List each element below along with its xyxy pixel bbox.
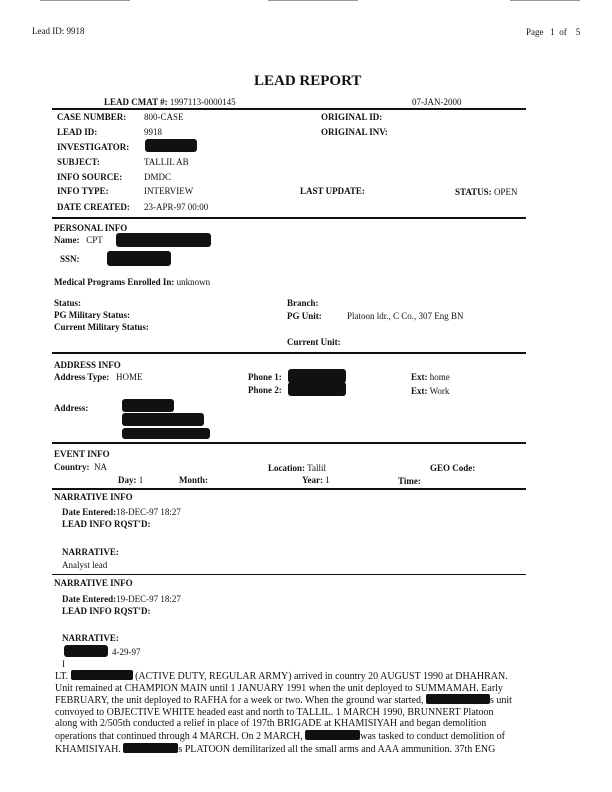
pg-military-status-label: PG Military Status: (54, 310, 130, 320)
divider (52, 442, 526, 444)
date-entered-row (62, 594, 181, 604)
date-entered-label: Date Entered: (62, 594, 117, 604)
last-update-label: LAST UPDATE: (300, 186, 365, 196)
divider (52, 574, 526, 575)
redaction-box (64, 645, 108, 657)
time-label: Time: (398, 476, 421, 486)
ext1-label: Ext: (411, 372, 428, 382)
date-entered-row (62, 507, 181, 517)
redaction-box (145, 139, 197, 152)
narrative-fragment: s unit (489, 695, 512, 707)
ext1-row (411, 372, 450, 382)
date-created-label: DATE CREATED: (57, 202, 130, 212)
divider (52, 352, 526, 354)
redaction-box (426, 694, 490, 704)
narrative-line: Unit remained at CHAMPION MAIN until 1 JANUARY 1991 when the unit deployed to SUMMAMAH. Early (55, 682, 503, 694)
narrative-marker: I (62, 659, 65, 669)
case-number-label: CASE NUMBER: (57, 112, 127, 122)
info-type-label: INFO TYPE: (57, 186, 109, 196)
narrative-label: NARRATIVE: (62, 547, 119, 557)
name-label: Name: (54, 235, 80, 245)
ext1-value: home (429, 372, 450, 382)
redaction-box (288, 369, 346, 383)
redaction-box (288, 382, 346, 396)
name-prefix: CPT (86, 235, 103, 245)
redaction-box (116, 233, 211, 247)
branch-label: Branch: (287, 298, 319, 308)
medical-value: unknown (176, 277, 211, 287)
pg-unit-value: Platoon ldr., C Co., 307 Eng BN (347, 311, 464, 321)
phone2-label: Phone 2: (248, 385, 282, 395)
narrative-line (55, 730, 525, 743)
info-source-label: INFO SOURCE: (57, 172, 123, 182)
lead-id-value: 9918 (144, 127, 162, 137)
narrative-fragment: FEBRUARY, the unit deployed to RAFHA for a week or two. When the ground war started, (55, 695, 424, 707)
day-row (118, 475, 143, 485)
status-value: OPEN (493, 187, 518, 197)
current-unit-label: Current Unit: (287, 337, 341, 347)
narrative-line (55, 743, 525, 756)
geo-code-label: GEO Code: (430, 463, 476, 473)
page-number: 1 (550, 27, 555, 37)
divider (52, 217, 526, 219)
country-value: NA (94, 462, 107, 472)
narrative-body (55, 670, 525, 755)
address-label: Address: (54, 403, 89, 413)
page-label: Page (526, 27, 544, 37)
date-entered-label: Date Entered: (62, 507, 117, 517)
narrative-date-stamp: 4-29-97 (112, 647, 141, 657)
original-inv-label: ORIGINAL INV: (321, 127, 388, 137)
ext2-label: Ext: (411, 386, 428, 396)
narrative-text: Analyst lead (62, 560, 108, 570)
year-value: 1 (325, 475, 330, 485)
personal-info-heading: PERSONAL INFO (54, 223, 128, 233)
page-total: 5 (575, 27, 581, 37)
country-label: Country: (54, 462, 90, 472)
narrative-info-heading: NARRATIVE INFO (54, 578, 133, 588)
location-label: Location: (268, 463, 305, 473)
address-info-heading: ADDRESS INFO (54, 360, 121, 370)
redaction-box (122, 399, 174, 412)
month-label: Month: (179, 475, 208, 485)
name-row (54, 235, 103, 245)
divider (52, 108, 526, 110)
cmat-date: 07-JAN-2000 (412, 97, 462, 107)
date-entered-value: 19-DEC-97 18:27 (116, 594, 181, 604)
address-type-value: HOME (116, 372, 143, 382)
lead-info-rqstd-label: LEAD INFO RQST'D: (62, 519, 151, 529)
page-indicator (526, 27, 580, 37)
redaction-box (122, 413, 204, 426)
info-type-value: INTERVIEW (144, 186, 194, 196)
redaction-box (122, 428, 210, 439)
status-label: Status: (54, 298, 82, 308)
info-source-value: DMDC (144, 172, 172, 182)
investigator-label: INVESTIGATOR: (57, 142, 130, 152)
lead-info-rqstd-label: LEAD INFO RQST'D: (62, 606, 151, 616)
address-type-label: Address Type: (54, 372, 110, 382)
subject-value: TALLIL AB (144, 157, 189, 167)
medical-row (54, 277, 210, 287)
divider (52, 488, 526, 490)
narrative-line (55, 670, 525, 683)
narrative-info-heading: NARRATIVE INFO (54, 492, 133, 502)
redaction-box (107, 251, 171, 266)
redaction-box (123, 743, 178, 753)
year-label: Year: (302, 475, 323, 485)
narrative-line: along with 2/505th conducted a relief in place of 197th BRIGADE at KHAMISIYAH and began demolition (55, 718, 487, 730)
subject-label: SUBJECT: (57, 157, 100, 167)
narrative-fragment: (ACTIVE DUTY, REGULAR ARMY) arrived in country 20 AUGUST 1990 at DHAHRAN. (135, 671, 508, 682)
location-value: Tallil (307, 463, 326, 473)
narrative-line (55, 694, 525, 707)
ext2-value: Work (429, 386, 450, 396)
narrative-fragment: KHAMISIYAH. (55, 743, 121, 755)
status-field (455, 187, 517, 197)
phone1-label: Phone 1: (248, 372, 282, 382)
scan-edge-mark (510, 0, 580, 1)
narrative-label: NARRATIVE: (62, 633, 119, 643)
day-label: Day: (118, 475, 137, 485)
medical-label: Medical Programs Enrolled In: (54, 277, 175, 287)
ssn-label: SSN: (60, 254, 80, 264)
scan-edge-mark (40, 0, 130, 1)
address-type-row (54, 372, 143, 382)
narrative-fragment: s PLATOON demilitarized all the small arms and AAA ammunition. 37th ENG (178, 743, 496, 755)
report-title: LEAD REPORT (254, 73, 362, 89)
narrative-line: convoyed to OBJECTIVE WHITE headed east and north to TALLIL. 1 MARCH 1990, BRUNNERT Platoon (55, 706, 494, 718)
of-label: of (559, 27, 567, 37)
case-number-value: 800-CASE (144, 112, 184, 122)
event-info-heading: EVENT INFO (54, 449, 110, 459)
current-military-status-label: Current Military Status: (54, 322, 149, 332)
redaction-box (305, 730, 360, 740)
year-row (302, 475, 330, 485)
cmat-label: LEAD CMAT #: (104, 97, 168, 107)
date-created-value: 23-APR-97 00:00 (144, 202, 209, 212)
day-value: 1 (138, 475, 144, 485)
narrative-fragment: was tasked to conduct demolition of (360, 730, 505, 742)
cmat-row (104, 97, 236, 107)
cmat-value: 1997113-0000145 (169, 97, 236, 107)
narrative-fragment: LT. (55, 671, 69, 682)
scan-edge-mark (268, 0, 358, 1)
original-id-label: ORIGINAL ID: (321, 112, 383, 122)
lead-id-label: LEAD ID: (57, 127, 98, 137)
date-entered-value: 18-DEC-97 18:27 (116, 507, 181, 517)
pg-unit-label: PG Unit: (287, 311, 322, 321)
header-lead-id: Lead ID: 9918 (32, 26, 85, 36)
location-row (268, 463, 326, 473)
redaction-box (71, 670, 133, 680)
narrative-fragment: operations that continued through 4 MARCH. On 2 MARCH, (55, 730, 303, 742)
country-row (54, 462, 107, 472)
status-label: STATUS: (455, 187, 492, 197)
ext2-row (411, 386, 449, 396)
